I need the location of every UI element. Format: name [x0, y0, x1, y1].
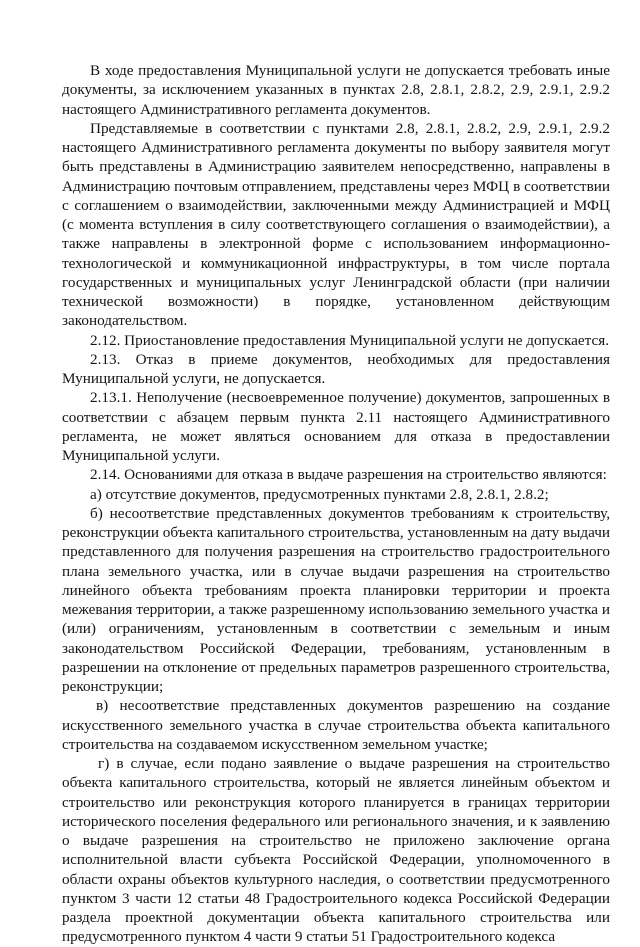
clause-2-14: 2.14. Основаниями для отказа в выдаче разрешения на строительство являются: — [90, 466, 607, 484]
clause-2-13-1: 2.13.1. Неполучение (несвоевременное получение) документов, запрошенных в соответствии с абзацем первым пункта 2.11 настоящего Административного регламента, не может являться основанием для отказа в предоставлении Муниципальной услуги. — [62, 389, 610, 464]
clause-2-14-g: г) в случае, если подано заявление о выдаче разрешения на строительство объекта капитального строительства, который не является линейным объектом и строительство или реконструкция которого планируется в границах территории исторического поселения федерального или регионального значения, и к заявлению о выдаче разрешения на строительство не приложено заключение органа исполнительной власти субъекта Российской Федерации, уполномоченного в области охраны объектов культурного наследия, о соответствии предусмотренного пунктом 3 части 12 статьи 48 Градостроительного кодекса Российской Федерации раздела проектной документации объекта капитального строительства или предусмотренного пунктом 4 части 9 статьи 51 Градостроительного кодекса — [62, 755, 610, 946]
clause-2-12: 2.12. Приостановление предоставления Муниципальной услуги не допускается. — [90, 331, 610, 349]
clause-2-14-v: в) несоответствие представленных документов разрешению на создание искусственного земельного участка в случае строительства объекта капитального строительства на создаваемом искусственном земельном участке; — [62, 697, 610, 753]
paragraph-documents-restriction: В ходе предоставления Муниципальной услуги не допускается требовать иные документы, за исключением указанных в пунктах 2.8, 2.8.1, 2.8.2, 2.9, 2.9.1, 2.9.2 настоящего Административного регламента документов. — [62, 62, 610, 118]
paragraph-submission-methods: Представляемые в соответствии с пунктами 2.8, 2.8.1, 2.8.2, 2.9, 2.9.1, 2.9.2 настоящего Административного регламента документы по выбору заявителя могут быть представлены в Администрацию заявителем непосредственно, направлены в Администрацию почтовым отправлением, представлены через МФЦ в соответствии с соглашением о взаимодействии, заключенными между Администрацией и МФЦ (с момента вступления в силу соответствующего соглашения о взаимодействии), а также направлены в электронной форме с использованием информационно-технологической и коммуникационной инфраструктуры, в том числе портала государственных и муниципальных услуг Ленинградской области (при наличии технической возможности) в порядке, установленном действующим законодательством. — [62, 119, 610, 330]
clause-2-14-a: а) отсутствие документов, предусмотренных пунктами 2.8, 2.8.1, 2.8.2; — [90, 485, 549, 503]
clause-2-14-b: б) несоответствие представленных документов требованиям к строительству, реконструкции объекта капитального строительства, установленным на дату выдачи представленного для получения разрешения на строительство градостроительного плана земельного участка, или в случае выдачи разрешения на строительство линейного объекта требованиям проекта планировки территории и проекта межевания территории, а также разрешенному использованию земельного участка и (или) ограничениям, установленным в соответствии с земельным и иным законодательством Российской Федерации, требованиям, установленным в разрешении на отклонение от предельных параметров разрешенного строительства, реконструкции; — [62, 504, 610, 695]
clause-2-13: 2.13. Отказ в приеме документов, необходимых для предоставления Муниципальной услуги, не допускается. — [62, 350, 610, 387]
